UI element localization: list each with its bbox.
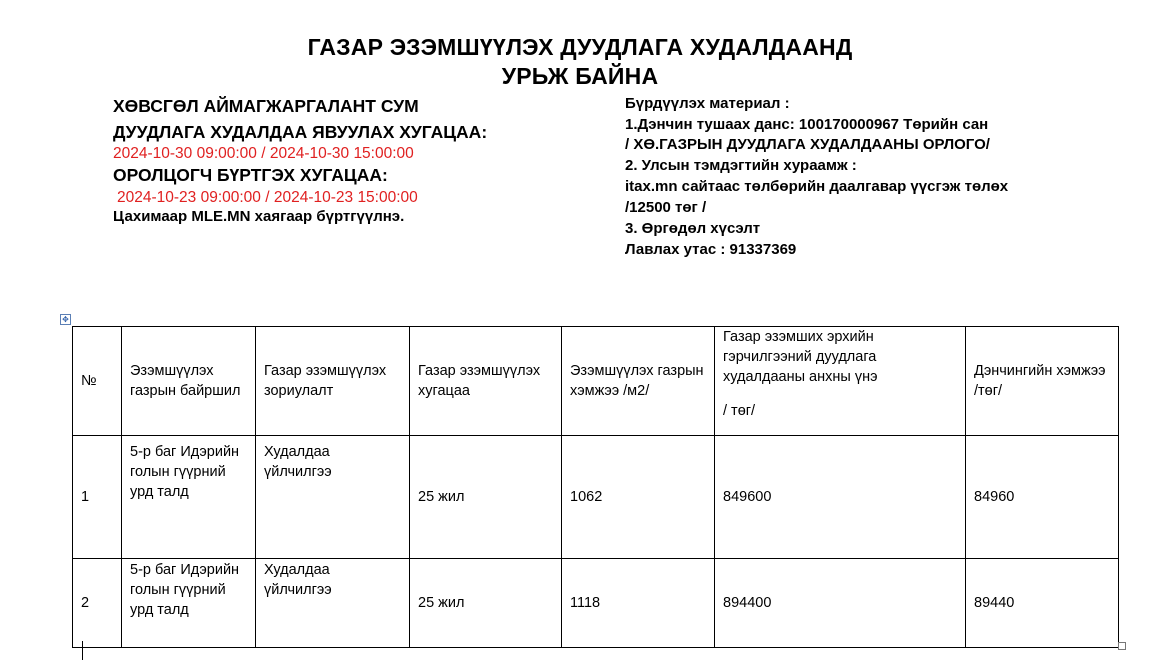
materials-label: Бүрдүүлэх материал : — [625, 95, 790, 112]
online-registration-note: Цахимаар MLE.MN хаягаар бүртгүүлнэ. — [113, 208, 405, 225]
land-auction-table — [72, 326, 1119, 648]
header-location: Эзэмшүүлэх газрын байршил — [122, 327, 256, 436]
text-cursor — [82, 641, 83, 660]
registration-period-value: 2024-10-23 09:00:00 / 2024-10-23 15:00:00 — [117, 189, 418, 206]
materials-item-2-line-2: itax.mn сайтаас төлбөрийн даалгавар үүсгэж төлөх — [625, 178, 1009, 195]
header-purpose: Газар эзэмшүүлэх зориулалт — [256, 327, 410, 436]
table-row — [73, 559, 1119, 648]
header-area: Эзэмшүүлэх газрын хэмжээ /м2/ — [562, 327, 715, 436]
cell-purpose: Худалдаа үйлчилгээ — [256, 559, 410, 648]
cell-duration: 25 жил — [410, 559, 562, 648]
materials-item-2-line-1: 2. Улсын тэмдэгтийн хураамж : — [625, 157, 857, 174]
location-heading: ХӨВСГӨЛ АЙМАГЖАРГАЛАНТ СУМ — [113, 96, 419, 116]
header-duration: Газар эзэмшүүлэх хугацаа — [410, 327, 562, 436]
cell-area: 1118 — [562, 559, 715, 648]
contact-phone: Лавлах утас : 91337369 — [625, 241, 797, 258]
cell-deposit: 84960 — [966, 436, 1119, 559]
auction-period-value: 2024-10-30 09:00:00 / 2024-10-30 15:00:00 — [113, 145, 414, 162]
page-subtitle: УРЬЖ БАЙНА — [501, 63, 659, 89]
cell-purpose: Худалдаа үйлчилгээ — [256, 436, 410, 559]
table-move-handle-icon[interactable]: ✥ — [60, 314, 71, 325]
table-header-row — [73, 327, 1119, 436]
cell-no: 1 — [73, 436, 122, 559]
header-starting-price — [715, 327, 966, 436]
cell-starting-price: 894400 — [715, 559, 966, 648]
cell-location: 5-р баг Идэрийн голын гүүрний урд талд — [122, 559, 256, 648]
materials-item-2-line-3: /12500 төг / — [625, 199, 707, 216]
header-starting-price-label: Газар эзэмших эрхийн гэрчилгээний дуудлага худалдааны анхны үнэ — [723, 329, 878, 385]
table-resize-handle[interactable] — [1118, 642, 1126, 650]
cell-starting-price: 849600 — [715, 436, 966, 559]
header-starting-price-unit: / төг/ — [723, 403, 756, 419]
materials-item-1-line-1: 1.Дэнчин тушаах данс: 100170000967 Төрийн сан — [625, 116, 989, 133]
materials-item-1-line-2: / ХӨ.ГАЗРЫН ДУУДЛАГА ХУДАЛДААНЫ ОРЛОГО/ — [625, 136, 990, 153]
cell-area: 1062 — [562, 436, 715, 559]
cell-duration: 25 жил — [410, 436, 562, 559]
cell-deposit: 89440 — [966, 559, 1119, 648]
cell-no: 2 — [73, 559, 122, 648]
cell-location: 5-р баг Идэрийн голын гүүрний урд талд — [122, 436, 256, 559]
header-no: № — [73, 327, 122, 436]
auction-period-label: ДУУДЛАГА ХУДАЛДАА ЯВУУЛАХ ХУГАЦАА: — [113, 122, 488, 142]
registration-period-label: ОРОЛЦОГЧ БҮРТГЭХ ХУГАЦАА: — [113, 165, 388, 185]
header-deposit: Дэнчингийн хэмжээ /төг/ — [966, 327, 1119, 436]
materials-item-3: 3. Өргөдөл хүсэлт — [625, 220, 761, 237]
page-title: ГАЗАР ЭЗЭМШҮҮЛЭХ ДУУДЛАГА ХУДАЛДААНД — [307, 34, 853, 60]
table-row — [73, 436, 1119, 559]
